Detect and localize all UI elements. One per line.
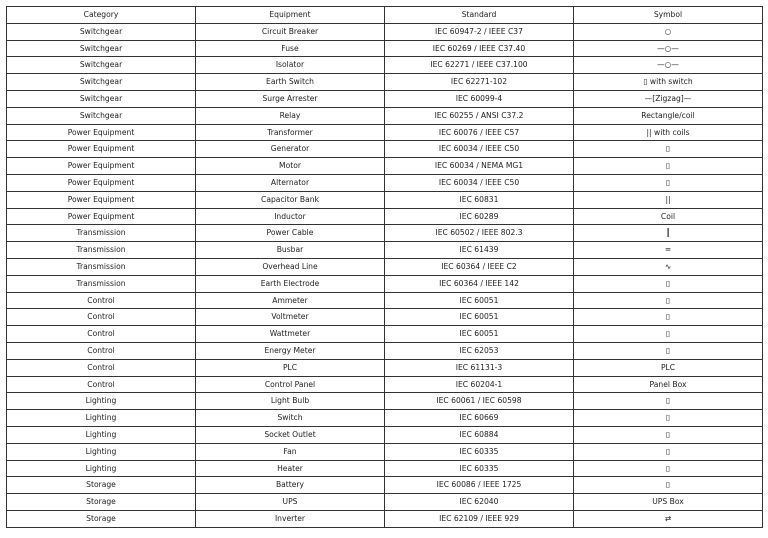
standard-cell: IEC 60034 / IEEE C50 <box>385 141 574 158</box>
symbol-cell: ▯ <box>574 342 763 359</box>
table-row <box>7 124 763 141</box>
category-cell: Power Equipment <box>7 124 196 141</box>
symbol-cell: ○ <box>574 23 763 40</box>
standard-cell: IEC 60364 / IEEE 142 <box>385 275 574 292</box>
table-row <box>7 359 763 376</box>
table-header <box>7 7 763 24</box>
equipment-cell: Inductor <box>196 208 385 225</box>
equipment-cell: Light Bulb <box>196 393 385 410</box>
symbol-cell: ▯ <box>574 141 763 158</box>
symbol-cell: ⇄ <box>574 510 763 527</box>
standard-cell: IEC 60335 <box>385 460 574 477</box>
category-cell: Switchgear <box>7 90 196 107</box>
category-cell: Control <box>7 359 196 376</box>
equipment-cell: PLC <box>196 359 385 376</box>
symbol-cell: ▯ <box>574 443 763 460</box>
category-cell: Control <box>7 309 196 326</box>
equipment-standards-table <box>6 6 763 528</box>
table-row <box>7 460 763 477</box>
standard-cell: IEC 60051 <box>385 326 574 343</box>
standard-cell: IEC 62109 / IEEE 929 <box>385 510 574 527</box>
column-header-standard: Standard <box>385 7 574 24</box>
table-row <box>7 494 763 511</box>
symbol-cell: ▯ <box>574 326 763 343</box>
standard-cell: IEC 60831 <box>385 191 574 208</box>
table-row <box>7 174 763 191</box>
standard-cell: IEC 60335 <box>385 443 574 460</box>
table-row <box>7 275 763 292</box>
equipment-cell: Voltmeter <box>196 309 385 326</box>
table-row <box>7 225 763 242</box>
category-cell: Lighting <box>7 443 196 460</box>
category-cell: Switchgear <box>7 107 196 124</box>
category-cell: Storage <box>7 494 196 511</box>
symbol-cell: ═ <box>574 242 763 259</box>
equipment-cell: Busbar <box>196 242 385 259</box>
table-row <box>7 57 763 74</box>
symbol-cell: —○— <box>574 57 763 74</box>
symbol-cell: ∿ <box>574 258 763 275</box>
table-row <box>7 376 763 393</box>
category-cell: Transmission <box>7 242 196 259</box>
category-cell: Power Equipment <box>7 174 196 191</box>
symbol-cell: Coil <box>574 208 763 225</box>
table-row <box>7 40 763 57</box>
category-cell: Control <box>7 342 196 359</box>
table-row <box>7 410 763 427</box>
symbol-cell: ▯ <box>574 292 763 309</box>
category-cell: Control <box>7 376 196 393</box>
table-row <box>7 23 763 40</box>
category-cell: Power Equipment <box>7 208 196 225</box>
standard-cell: IEC 60204-1 <box>385 376 574 393</box>
equipment-cell: Transformer <box>196 124 385 141</box>
symbol-cell: ▯ <box>574 393 763 410</box>
category-cell: Lighting <box>7 393 196 410</box>
standard-cell: IEC 60034 / NEMA MG1 <box>385 158 574 175</box>
category-cell: Power Equipment <box>7 141 196 158</box>
symbol-cell: UPS Box <box>574 494 763 511</box>
column-header-category: Category <box>7 7 196 24</box>
table-row <box>7 326 763 343</box>
category-cell: Power Equipment <box>7 191 196 208</box>
standard-cell: IEC 60076 / IEEE C57 <box>385 124 574 141</box>
category-cell: Lighting <box>7 460 196 477</box>
standard-cell: IEC 62053 <box>385 342 574 359</box>
symbol-cell: ▯ with switch <box>574 74 763 91</box>
table-row <box>7 208 763 225</box>
table-row <box>7 393 763 410</box>
symbol-cell: Panel Box <box>574 376 763 393</box>
equipment-cell: Generator <box>196 141 385 158</box>
equipment-cell: Power Cable <box>196 225 385 242</box>
standard-cell: IEC 60502 / IEEE 802.3 <box>385 225 574 242</box>
standard-cell: IEC 60061 / IEC 60598 <box>385 393 574 410</box>
equipment-cell: Battery <box>196 477 385 494</box>
equipment-cell: Wattmeter <box>196 326 385 343</box>
column-header-equipment: Equipment <box>196 7 385 24</box>
equipment-cell: Overhead Line <box>196 258 385 275</box>
equipment-cell: Earth Switch <box>196 74 385 91</box>
table-row <box>7 510 763 527</box>
table-row <box>7 191 763 208</box>
standard-cell: IEC 61131-3 <box>385 359 574 376</box>
standard-cell: IEC 60289 <box>385 208 574 225</box>
equipment-cell: Ammeter <box>196 292 385 309</box>
symbol-cell: PLC <box>574 359 763 376</box>
equipment-cell: Relay <box>196 107 385 124</box>
header-row <box>7 7 763 24</box>
equipment-cell: Alternator <box>196 174 385 191</box>
standard-cell: IEC 60269 / IEEE C37.40 <box>385 40 574 57</box>
symbol-cell: ▯ <box>574 477 763 494</box>
equipment-cell: Switch <box>196 410 385 427</box>
equipment-cell: Circuit Breaker <box>196 23 385 40</box>
standard-cell: IEC 60034 / IEEE C50 <box>385 174 574 191</box>
equipment-cell: Control Panel <box>196 376 385 393</box>
standard-cell: IEC 62271 / IEEE C37.100 <box>385 57 574 74</box>
table-row <box>7 426 763 443</box>
symbol-cell: || with coils <box>574 124 763 141</box>
table-row <box>7 292 763 309</box>
category-cell: Switchgear <box>7 23 196 40</box>
category-cell: Power Equipment <box>7 158 196 175</box>
standard-cell: IEC 62271-102 <box>385 74 574 91</box>
category-cell: Storage <box>7 510 196 527</box>
equipment-cell: Isolator <box>196 57 385 74</box>
equipment-cell: Motor <box>196 158 385 175</box>
equipment-cell: Capacitor Bank <box>196 191 385 208</box>
table-row <box>7 107 763 124</box>
table-row <box>7 342 763 359</box>
symbol-cell: ▯ <box>574 174 763 191</box>
equipment-cell: Surge Arrester <box>196 90 385 107</box>
equipment-cell: Fan <box>196 443 385 460</box>
category-cell: Control <box>7 326 196 343</box>
table-row <box>7 242 763 259</box>
standard-cell: IEC 60947-2 / IEEE C37 <box>385 23 574 40</box>
standard-cell: IEC 60099-4 <box>385 90 574 107</box>
standard-cell: IEC 60364 / IEEE C2 <box>385 258 574 275</box>
standard-cell: IEC 60884 <box>385 426 574 443</box>
standard-cell: IEC 60669 <box>385 410 574 427</box>
symbol-cell: || <box>574 191 763 208</box>
standard-cell: IEC 60086 / IEEE 1725 <box>385 477 574 494</box>
category-cell: Transmission <box>7 258 196 275</box>
table-row <box>7 477 763 494</box>
table-row <box>7 443 763 460</box>
category-cell: Lighting <box>7 426 196 443</box>
symbol-cell: ▯ <box>574 275 763 292</box>
equipment-cell: Inverter <box>196 510 385 527</box>
equipment-cell: Energy Meter <box>196 342 385 359</box>
table-body <box>7 23 763 527</box>
standard-cell: IEC 62040 <box>385 494 574 511</box>
equipment-cell: Earth Electrode <box>196 275 385 292</box>
category-cell: Storage <box>7 477 196 494</box>
standard-cell: IEC 60051 <box>385 292 574 309</box>
symbol-cell: —[Zigzag]— <box>574 90 763 107</box>
category-cell: Switchgear <box>7 40 196 57</box>
category-cell: Switchgear <box>7 57 196 74</box>
equipment-cell: Fuse <box>196 40 385 57</box>
category-cell: Transmission <box>7 275 196 292</box>
symbol-cell: ▯ <box>574 410 763 427</box>
table-row <box>7 141 763 158</box>
table-row <box>7 90 763 107</box>
symbol-cell: ▯ <box>574 158 763 175</box>
equipment-cell: UPS <box>196 494 385 511</box>
symbol-cell: Rectangle/coil <box>574 107 763 124</box>
symbol-cell: —○— <box>574 40 763 57</box>
symbol-cell: ┃ <box>574 225 763 242</box>
symbol-cell: ▯ <box>574 426 763 443</box>
category-cell: Control <box>7 292 196 309</box>
standard-cell: IEC 60255 / ANSI C37.2 <box>385 107 574 124</box>
symbol-cell: ▯ <box>574 460 763 477</box>
equipment-cell: Socket Outlet <box>196 426 385 443</box>
column-header-symbol: Symbol <box>574 7 763 24</box>
table-row <box>7 74 763 91</box>
table-row <box>7 258 763 275</box>
category-cell: Switchgear <box>7 74 196 91</box>
category-cell: Transmission <box>7 225 196 242</box>
symbol-cell: ▯ <box>574 309 763 326</box>
equipment-cell: Heater <box>196 460 385 477</box>
standard-cell: IEC 60051 <box>385 309 574 326</box>
table-row <box>7 158 763 175</box>
category-cell: Lighting <box>7 410 196 427</box>
table-row <box>7 309 763 326</box>
standard-cell: IEC 61439 <box>385 242 574 259</box>
